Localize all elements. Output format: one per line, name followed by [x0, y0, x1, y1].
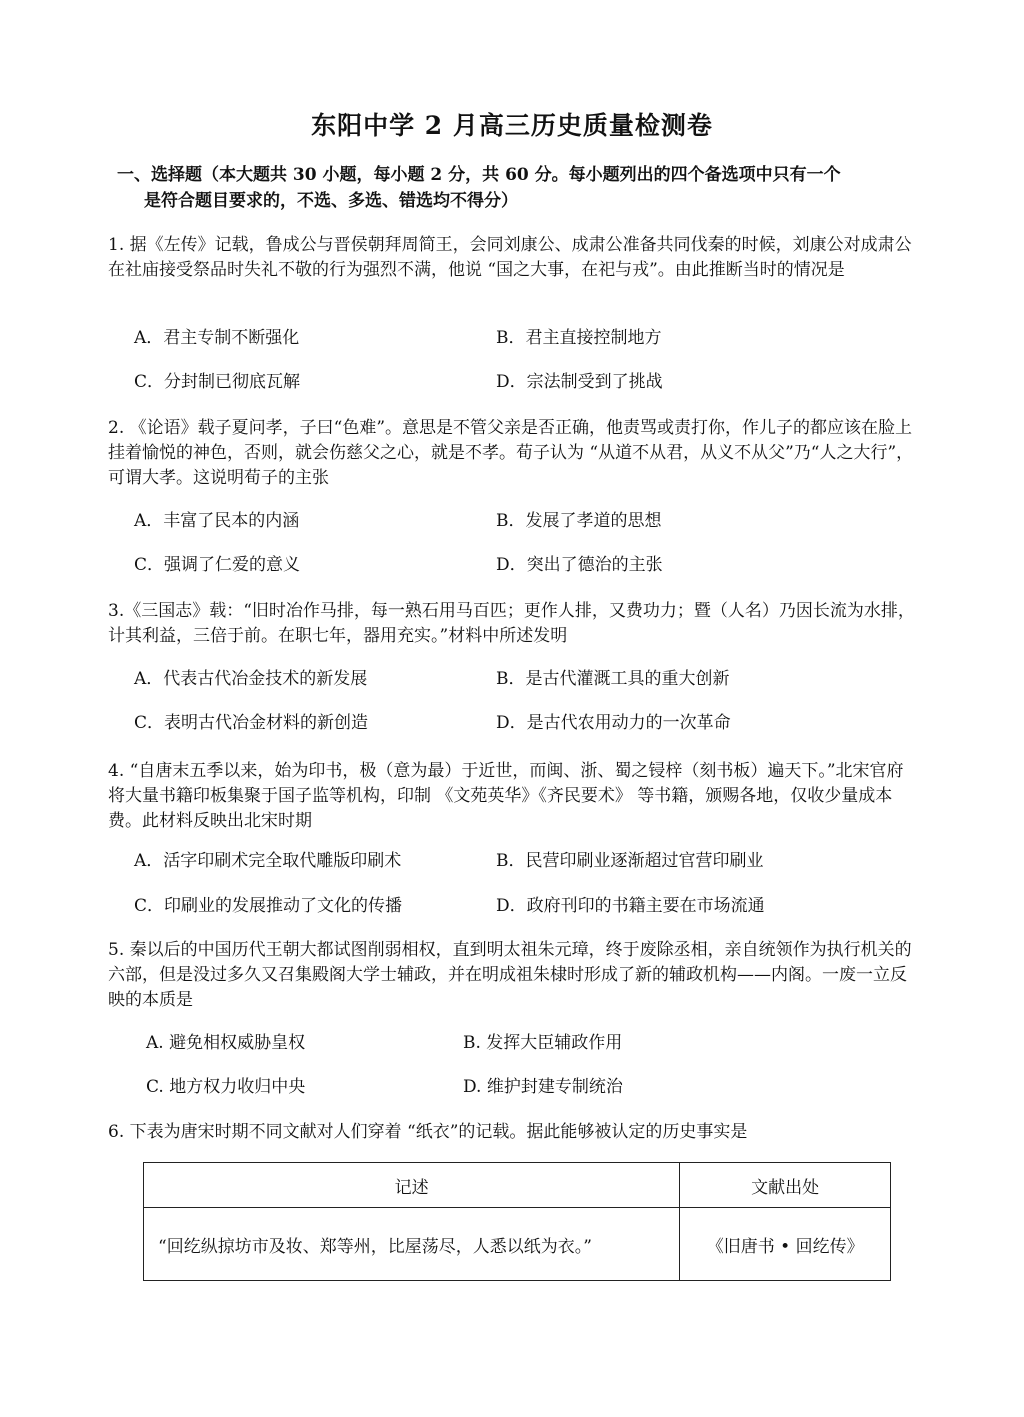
- question-2-stem: 2. 《论语》载子夏问孝，子曰“色难”。意思是不管父亲是否正确，他责骂或责打你，作儿子的都应该在脸上挂着愉悦的神色，否则，就会伤慈父之心，就是不孝。荀子认为 “从道不从君，从义不从父”乃“人之大行”，可谓大孝。这说明荀子的主张: [108, 418, 914, 488]
- question-3-option-d: D．是古代农用动力的一次革命: [496, 713, 731, 733]
- question-3-stem: 3.《三国志》载：“旧时冶作马排，每一熟石用马百匹；更作人排，又费功力；暨（人名）乃因长流为水排，计其利益，三倍于前。在职七年，器用充实。”材料中所述发明: [108, 601, 915, 646]
- question-1-option-a: A．君主专制不断强化: [134, 328, 300, 348]
- question-3-option-c: C．表明古代冶金材料的新创造: [134, 713, 369, 733]
- question-3-option-a: A．代表古代冶金技术的新发展: [134, 669, 368, 689]
- question-5-option-c: C. 地方权力收归中央: [146, 1077, 306, 1097]
- question-4-option-d: D．政府刊印的书籍主要在市场流通: [496, 896, 765, 916]
- table-cell-source: 《旧唐书 • 回纥传》: [680, 1208, 891, 1281]
- table-header-row: [144, 1163, 891, 1208]
- section-header-line2: 是符合题目要求的，不选、多选、错选均不得分）: [144, 191, 518, 211]
- question-2-option-b: B．发展了孝道的思想: [496, 511, 662, 531]
- table-cell-description: “回纥纵掠坊市及妆、郑等州，比屋荡尽，人悉以纸为衣。”: [144, 1208, 680, 1281]
- question-5-option-d: D. 维护封建专制统治: [463, 1077, 623, 1097]
- question-2-option-a: A．丰富了民本的内涵: [134, 511, 300, 531]
- question-3-option-b: B．是古代灌溉工具的重大创新: [496, 669, 730, 689]
- question-5-option-b: B. 发挥大臣辅政作用: [463, 1033, 623, 1053]
- table-header-description: 记述: [144, 1163, 680, 1208]
- question-1-option-b: B．君主直接控制地方: [496, 328, 662, 348]
- table-header-source: 文献出处: [680, 1163, 891, 1208]
- question-1-stem: 1. 据《左传》记载，鲁成公与晋侯朝拜周简王，会同刘康公、成肃公准备共同伐秦的时候，刘康公对成肃公在社庙接受祭品时失礼不敬的行为强烈不满，他说 “国之大事，在祀与戎”。由此推断当时的情况是: [108, 235, 912, 280]
- records-table: [143, 1162, 891, 1281]
- question-4-option-c: C．印刷业的发展推动了文化的传播: [134, 896, 403, 916]
- question-4-option-b: B．民营印刷业逐渐超过官营印刷业: [496, 851, 764, 871]
- section-header-line1: 一、选择题（本大题共 30 小题，每小题 2 分，共 60 分。每小题列出的四个备选项中只有一个: [117, 165, 841, 185]
- exam-title: 东阳中学 2 月高三历史质量检测卷: [311, 111, 713, 140]
- question-1-option-c: C．分封制已彻底瓦解: [134, 372, 301, 392]
- table-row: [144, 1208, 891, 1281]
- question-2-option-d: D．突出了德治的主张: [496, 555, 663, 575]
- question-4-stem: 4. “自唐末五季以来，始为印书，极（意为最）于近世，而闽、浙、蜀之锓梓（刻书板）遍天下。”北宋官府将大量书籍印板集聚于国子监等机构，印制 《文苑英华》《齐民要术》 等书籍，颁赐各地，仅收少量成本费。此材料反映出北宋时期: [108, 761, 904, 831]
- question-4-option-a: A．活字印刷术完全取代雕版印刷术: [134, 851, 402, 871]
- section-header: [117, 162, 927, 214]
- question-2-option-c: C．强调了仁爱的意义: [134, 555, 301, 575]
- question-5-stem: 5. 秦以后的中国历代王朝大都试图削弱相权，直到明太祖朱元璋，终于废除丞相，亲自统领作为执行机关的六部，但是没过多久又召集殿阁大学士辅政，并在明成祖朱棣时形成了新的辅政机构——内阁。一废一立反映的本质是: [108, 940, 912, 1010]
- question-6-stem: 6. 下表为唐宋时期不同文献对人们穿着 “纸衣”的记载。据此能够被认定的历史事实是: [108, 1122, 748, 1142]
- question-5-option-a: A. 避免相权威胁皇权: [146, 1033, 306, 1053]
- question-1-option-d: D．宗法制受到了挑战: [496, 372, 663, 392]
